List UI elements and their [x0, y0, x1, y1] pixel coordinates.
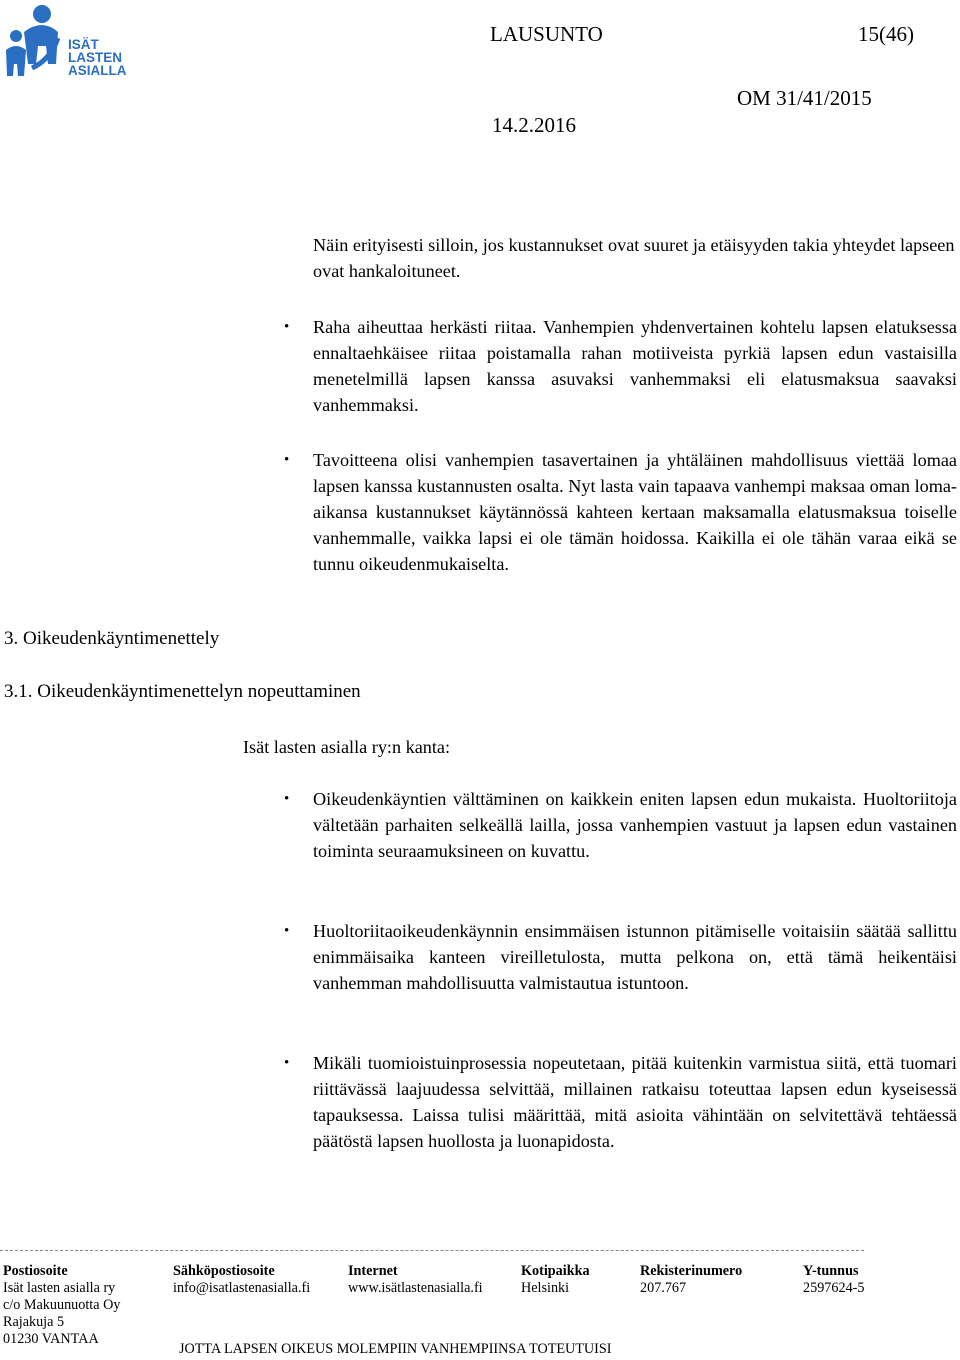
intro-paragraph: Näin erityisesti silloin, jos kustannukset ovat suuret ja etäisyyden takia yhteydet lapseen ovat hankaloituneet.	[313, 235, 955, 281]
footer-address-line: Rajakuja 5	[3, 1314, 65, 1330]
list-item-text: Tavoitteena olisi vanhempien tasavertainen ja yhtäläinen mahdollisuus viettää lomaa lapsen kanssa kustannusten osalta. Nyt lasta vain tapaava vanhempi maksaa oman loma-aikansa kustannukset käytännössä kahteen kertaan maksamalla elatusmaksua toiselle vanhemmalle, vaikka lapsi ei ole tämän hoidossa. Kaikilla ei ole tähän varaa eikä se tunnu oikeudenmukaiselta.	[313, 450, 957, 574]
footer-email	[173, 1263, 310, 1297]
footer-address-line: 01230 VANTAA	[3, 1331, 99, 1347]
reference-number: OM 31/41/2015	[737, 86, 872, 110]
footer-postal-address	[3, 1263, 120, 1348]
list-item-text: Huoltoriitaoikeudenkäynnin ensimmäisen istunnon pitämiselle voitaisiin säätää sallittu enimmäisaika kanteen vireilletulosta, mutta pelkona on, että tämä heikentäisi vanhemman mahdollisuutta valmistautua istuntoon.	[313, 921, 957, 993]
organization-logo	[2, 2, 132, 82]
bullet-icon: •	[284, 319, 290, 335]
footer-business-id	[803, 1263, 864, 1297]
document-date: 14.2.2016	[492, 113, 576, 137]
list-item	[284, 314, 957, 418]
footer-label: Postiosoite	[3, 1263, 68, 1279]
footer-address-line: Isät lasten asialla ry	[3, 1280, 116, 1296]
bullet-icon: •	[284, 923, 290, 939]
page-number: 15(46)	[858, 22, 914, 46]
footer-value: Helsinki	[521, 1280, 570, 1296]
list-item	[284, 918, 957, 996]
list-item-text: Raha aiheuttaa herkästi riitaa. Vanhempien yhdenvertainen kohtelu lapsen elatuksessa ennaltaehkäisee riitaa poistamalla rahan motiiveista pyrkiä lapsen edun vastaisilla menetelmillä lapsen kanssa asuvaksi vanhemmaksi eli elatusmaksua saavaksi vanhemmaksi.	[313, 317, 957, 415]
logo-text-line-1: ISÄT	[68, 37, 99, 52]
list-item-text: Mikäli tuomioistuinprosessia nopeutetaan, pitää kuitenkin varmistua siitä, että tuomari riittävässä laajuudessa selvittää, millainen ratkaisu toteuttaa lapsen edun kyseisessä tapauksessa. Laissa tulisi määrittää, mitä asioita vähintään on selvitettävä tehtäessä päätöstä lapsen huollosta ja luonapidosta.	[313, 1053, 957, 1151]
footer-slogan: JOTTA LAPSEN OIKEUS MOLEMPIIN VANHEMPIINSA TOTEUTUISI	[179, 1341, 612, 1357]
list-item-text: Oikeudenkäyntien välttäminen on kaikkein eniten lapsen edun mukaista. Huoltoriitoja vältetään parhaiten selkeällä lailla, jossa vanhempien vastuut ja lapsen edun vastainen toiminta seuraamuksineen on kuvattu.	[313, 789, 957, 861]
list-item	[284, 447, 957, 577]
footer-registry	[640, 1263, 742, 1297]
stance-label: Isät lasten asialla ry:n kanta:	[243, 737, 451, 757]
bullet-icon: •	[284, 452, 290, 468]
logo-text-line-2: LASTEN	[68, 50, 122, 65]
footer-domicile	[521, 1263, 590, 1297]
footer-label: Sähköpostiosoite	[173, 1263, 275, 1279]
document-type: LAUSUNTO	[490, 22, 603, 46]
footer-label: Kotipaikka	[521, 1263, 590, 1279]
footer-label: Rekisterinumero	[640, 1263, 743, 1279]
website-link[interactable]: www.isätlastenasialla.fi	[348, 1280, 483, 1296]
bullet-icon: •	[284, 791, 290, 807]
bullet-icon: •	[284, 1055, 290, 1071]
footer-label: Internet	[348, 1263, 398, 1279]
footer	[0, 1263, 960, 1360]
footer-internet	[348, 1263, 483, 1297]
email-link[interactable]: info@isatlastenasialla.fi	[173, 1280, 311, 1296]
footer-value: 207.767	[640, 1280, 687, 1296]
footer-value: 2597624-5	[803, 1280, 865, 1296]
list-item	[284, 1050, 957, 1154]
footer-label: Y-tunnus	[803, 1263, 859, 1279]
section-heading: 3. Oikeudenkäyntimenettely	[4, 628, 220, 649]
subsection-heading: 3.1. Oikeudenkäyntimenettelyn nopeuttaminen	[4, 681, 361, 702]
footer-divider	[0, 1250, 864, 1251]
footer-address-line: c/o Makuunuotta Oy	[3, 1297, 121, 1313]
list-item	[284, 786, 957, 864]
logo-text-line-3: ASIALLA	[68, 63, 127, 78]
